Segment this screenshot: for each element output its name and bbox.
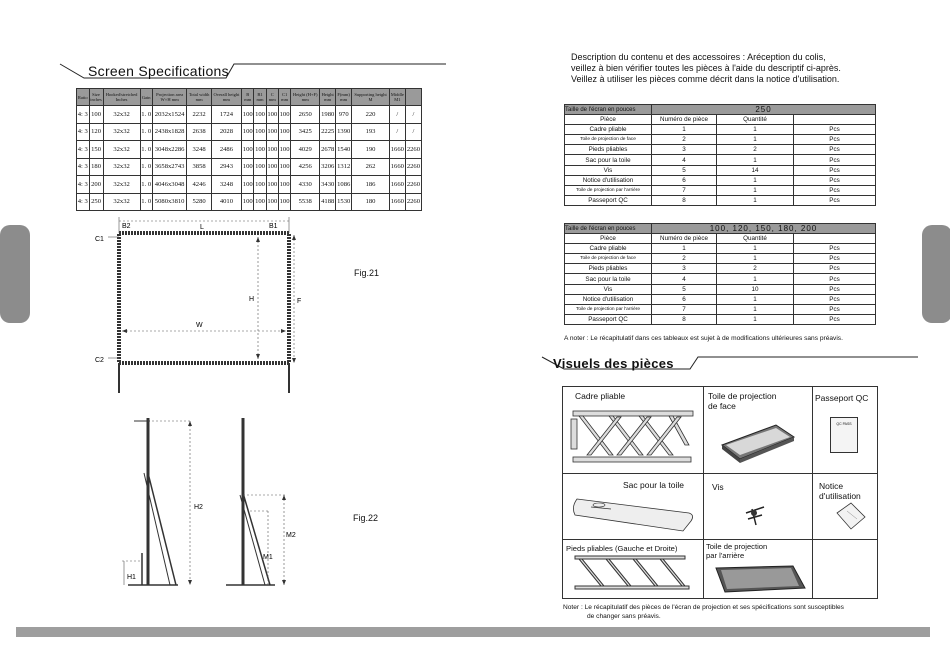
parts-cell: Pcs [794,175,876,185]
column-header: Quantité [717,115,794,125]
spec-cell: 1. 0 [140,176,152,194]
spec-cell: / [405,106,421,124]
label-passeport: Passeport QC [815,393,869,403]
parts-cell: 1 [717,125,794,135]
cell-empty [813,540,877,598]
left-edge-tab [0,225,30,323]
parts-cell: Toile de projection par l'arrière [565,185,652,195]
parts-cell: 1 [717,195,794,205]
spec-header-cell: Gain [140,89,152,106]
folded-frame-image [569,407,697,467]
spec-row [77,193,422,211]
parts-cell: Cadre pliable [565,244,652,254]
spec-cell: 193 [352,123,390,141]
parts-cell: 3 [652,145,717,155]
label-sac: Sac pour la toile [623,480,684,490]
spec-cell: 4: 3 [77,158,90,176]
fig21-diagram [86,215,326,395]
folding-legs-image [571,554,697,594]
fig22-diagram [120,413,310,593]
parts-row [565,195,876,205]
parts-cell: 10 [717,284,794,294]
parts-row [565,244,876,254]
visuals-heading: Visuels des pièces [553,356,674,371]
spec-cell: 3430 [320,176,336,194]
spec-cell: 4246 [187,176,211,194]
spec-table [76,88,422,211]
parts-cell: 1 [717,135,794,145]
spec-cell: 220 [352,106,390,124]
parts-cell: 1 [717,254,794,264]
spec-cell: 4: 3 [77,106,90,124]
parts-cell: Vis [565,284,652,294]
spec-cell: 32x32 [103,106,140,124]
spec-cell: 4188 [320,193,336,211]
spec-cell: 1660 [389,193,405,211]
spec-cell: 2260 [405,193,421,211]
spec-heading: Screen Specifications [88,63,229,79]
parts-cell: Pcs [794,254,876,264]
spec-cell: 100 [254,176,266,194]
spec-cell: 32x32 [103,176,140,194]
parts-row [565,175,876,185]
parts-cell: 8 [652,314,717,324]
spec-header-cell: Height (H+F) mm [291,89,320,106]
parts-cell: 6 [652,294,717,304]
parts-cell: Toile de projection de face [565,254,652,264]
column-header: Numéro de pièce [652,115,717,125]
label-cadre: Cadre pliable [575,391,626,401]
fig22-label: Fig.22 [353,513,379,523]
spec-cell: 100 [89,106,103,124]
fig21-f: F [297,298,302,305]
qc-card-image [830,417,858,453]
spec-cell: 2028 [211,123,241,141]
spec-cell: 2678 [320,141,336,159]
spec-cell: 3658x2743 [152,158,187,176]
description-line-1: Description du contenu et des accessoires : Aréception du colis, [571,52,826,62]
parts-cell: Pcs [794,244,876,254]
parts-cell: Pcs [794,195,876,205]
spec-cell: 1724 [211,106,241,124]
spec-cell: 1312 [336,158,352,176]
parts-title-row [565,105,876,115]
spec-cell: 1. 0 [140,141,152,159]
spec-cell: 2438x1828 [152,123,187,141]
parts-cell: Pcs [794,125,876,135]
size-value: 100, 120, 150, 180, 200 [652,224,876,234]
fig21-b2: B2 [122,223,131,230]
parts-cell: 1 [717,155,794,165]
spec-row [77,176,422,194]
spec-cell: / [405,123,421,141]
spec-cell: 3248 [211,176,241,194]
spec-cell: 2260 [405,141,421,159]
spec-cell: 5538 [291,193,320,211]
label-notice: Notice d'utilisation [819,481,861,501]
spec-cell: 100 [278,123,290,141]
parts-row [565,304,876,314]
column-header: Pièce [565,234,652,244]
spec-cell: 1660 [389,158,405,176]
parts-cell: 2 [717,264,794,274]
parts-cell: 1 [717,185,794,195]
parts-cell: 1 [717,244,794,254]
fig21-h: H [249,296,255,303]
parts-cell: 1 [652,244,717,254]
parts-row [565,185,876,195]
spec-cell: 4: 3 [77,176,90,194]
spec-cell: 1. 0 [140,158,152,176]
spec-cell: 1390 [336,123,352,141]
parts-table-250 [564,104,876,206]
label-pieds: Pieds pliables (Gauche et Droite) [566,544,678,553]
spec-header-cell: Total width mm [187,89,211,106]
spec-header-cell: C mm [266,89,278,106]
fig21-l: L [200,224,204,231]
parts-cell: 1 [717,274,794,284]
spec-cell: 100 [266,141,278,159]
spec-cell: 100 [242,193,254,211]
screws-image [738,499,778,529]
spec-cell: 100 [278,193,290,211]
spec-cell: 3858 [187,158,211,176]
label-toile-face: Toile de projection de face [708,391,777,411]
parts-cell: Toile de projection par l'arrière [565,304,652,314]
parts-cell: Toile de projection de face [565,135,652,145]
spec-header-cell: B1 mm [254,89,266,106]
spec-cell: 4: 3 [77,193,90,211]
spec-cell: 1. 0 [140,193,152,211]
parts-cell: 1 [652,125,717,135]
parts-row [565,135,876,145]
spec-header-cell: B mm [242,89,254,106]
parts-cell: Pcs [794,304,876,314]
spec-cell: 1660 [389,176,405,194]
parts-row [565,274,876,284]
spec-cell: 3206 [320,158,336,176]
spec-cell: 1660 [389,141,405,159]
spec-header-cell: Projection area W×H mm [152,89,187,106]
spec-cell: 100 [254,106,266,124]
spec-cell: 1540 [336,141,352,159]
spec-cell: 100 [242,158,254,176]
parts-cell: 1 [717,304,794,314]
spec-header-cell: Overall height mm [211,89,241,106]
parts-cell: Sac pour la toile [565,155,652,165]
spec-cell: 150 [89,141,103,159]
spec-row [77,106,422,124]
spec-cell: 3248 [187,141,211,159]
parts-cell: Pcs [794,135,876,145]
spec-cell: 100 [242,176,254,194]
spec-cell: 2225 [320,123,336,141]
parts-cell: Pcs [794,294,876,304]
parts-cell: 2 [717,145,794,155]
spec-header-cell: Ratio [77,89,90,106]
parts-cell: 4 [652,155,717,165]
spec-cell: 4: 3 [77,123,90,141]
parts-cell: 14 [717,165,794,175]
spec-cell: 2232 [187,106,211,124]
spec-cell: 5280 [187,193,211,211]
parts-table-100-200 [564,223,876,325]
spec-cell: 4330 [291,176,320,194]
spec-cell: 262 [352,158,390,176]
spec-cell: 1980 [320,106,336,124]
parts-column-header-row [565,115,876,125]
bag-image [571,485,699,535]
qc-card-text: QC PASS [836,422,852,426]
spec-cell: 4010 [211,193,241,211]
fig22-h2: H2 [194,504,203,511]
spec-cell: 2650 [291,106,320,124]
spec-cell: 32x32 [103,141,140,159]
column-header: Quantité [717,234,794,244]
parts-cell: Notice d'utilisation [565,175,652,185]
parts-cell: Pieds pliables [565,145,652,155]
parts-cell: Pcs [794,284,876,294]
spec-cell: 100 [278,141,290,159]
spec-cell: 200 [89,176,103,194]
spec-row [77,123,422,141]
rear-screen-image [713,562,807,596]
bottom-bar [16,627,930,637]
spec-cell: 1530 [336,193,352,211]
spec-cell: 250 [89,193,103,211]
spec-cell: 190 [352,141,390,159]
parts-row [565,314,876,324]
spec-row [77,158,422,176]
spec-cell: 5080x3810 [152,193,187,211]
spec-header-cell: Height mm [320,89,336,106]
spec-cell: 100 [266,193,278,211]
description-line-2: veillez à bien vérifier toutes les pièces à l'aide du descriptif ci-après. [571,63,841,73]
parts-cell: Pcs [794,264,876,274]
parts-cell: Cadre pliable [565,125,652,135]
parts-cell: 8 [652,195,717,205]
column-header: Numéro de pièce [652,234,717,244]
parts-cell: 7 [652,185,717,195]
parts-cell: 1 [717,314,794,324]
parts-cell: 6 [652,175,717,185]
fig21-w: W [196,322,203,329]
label-toile-arriere: Toile de projection par l'arrière [706,542,768,560]
spec-cell: 2032x1524 [152,106,187,124]
spec-cell: 970 [336,106,352,124]
spec-cell: 100 [254,141,266,159]
parts-cell: Pcs [794,155,876,165]
parts-cell: 4 [652,274,717,284]
parts-cell: 3 [652,264,717,274]
parts-cell: Pcs [794,185,876,195]
spec-cell: 4046x3048 [152,176,187,194]
parts-cell: Pcs [794,274,876,284]
spec-cell: 100 [266,176,278,194]
parts-cell: Passeport QC [565,314,652,324]
size-label: Taille de l'écran en pouces [565,224,652,234]
spec-cell: 4: 3 [77,141,90,159]
label-vis: Vis [712,482,724,492]
spec-cell: 180 [352,193,390,211]
parts-row [565,264,876,274]
spec-cell: 100 [254,193,266,211]
size-value: 250 [652,105,876,115]
spec-header-row [77,89,422,106]
spec-cell: 100 [278,106,290,124]
spec-header-cell: Hooked/stretched Inches [103,89,140,106]
parts-note-line-1: Noter : Le récapitulatif des pièces de l'écran de projection et ses spécifications sont susceptibles [563,604,844,611]
parts-cell: 2 [652,254,717,264]
spec-cell: 1086 [336,176,352,194]
spec-cell: 2486 [211,141,241,159]
spec-header-cell: Supporting height M [352,89,390,106]
parts-cell: Passeport QC [565,195,652,205]
spec-cell: 32x32 [103,158,140,176]
spec-cell: 2943 [211,158,241,176]
spec-cell: 32x32 [103,123,140,141]
parts-cell: 5 [652,284,717,294]
parts-cell: 5 [652,165,717,175]
front-screen-image [718,419,798,464]
spec-cell: 1. 0 [140,106,152,124]
spec-cell: 4029 [291,141,320,159]
spec-cell: 3425 [291,123,320,141]
spec-cell: 2260 [405,158,421,176]
spec-header-cell: Middle M1 [389,89,405,106]
fig21-c2: C2 [95,357,104,364]
spec-header-cell: C1 mm [278,89,290,106]
spec-cell: 100 [242,141,254,159]
fig21-b1: B1 [269,223,278,230]
spec-row [77,141,422,159]
parts-cell: 2 [652,135,717,145]
parts-cell: Notice d'utilisation [565,294,652,304]
description-line-3: Veillez à utiliser les pièces comme décrit dans la notice d'utilisation. [571,74,840,84]
parts-cell: Pcs [794,314,876,324]
size-label: Taille de l'écran en pouces [565,105,652,115]
fig22-h1: H1 [127,574,136,581]
spec-cell: 32x32 [103,193,140,211]
column-header [794,234,876,244]
parts-cell: Sac pour la toile [565,274,652,284]
spec-cell: / [389,106,405,124]
parts-cell: 7 [652,304,717,314]
spec-cell: 100 [266,158,278,176]
spec-cell: 2638 [187,123,211,141]
parts-row [565,165,876,175]
spec-cell: 180 [89,158,103,176]
parts-cell: Pieds pliables [565,264,652,274]
spec-header-cell: F(mm) mm [336,89,352,106]
spec-cell: 100 [254,158,266,176]
spec-cell: 186 [352,176,390,194]
parts-row [565,254,876,264]
spec-cell: 100 [242,123,254,141]
right-edge-tab [922,225,950,323]
parts-row [565,294,876,304]
spec-cell: 100 [266,123,278,141]
column-header [794,115,876,125]
spec-cell: 4256 [291,158,320,176]
parts-row [565,125,876,135]
parts-cell: 1 [717,175,794,185]
fig21-label: Fig.21 [354,268,380,278]
fig21-c1: C1 [95,236,104,243]
parts-row [565,145,876,155]
spec-cell: 100 [278,158,290,176]
spec-cell: 100 [254,123,266,141]
parts-cell: 1 [717,294,794,304]
spec-header-cell [405,89,421,106]
parts-cell: Pcs [794,145,876,155]
spec-cell: 120 [89,123,103,141]
parts-cell: Pcs [794,165,876,175]
spec-cell: / [389,123,405,141]
parts-note-line-2: de changer sans préavis. [587,613,661,620]
parts-row [565,284,876,294]
spec-cell: 100 [242,106,254,124]
spec-cell: 2260 [405,176,421,194]
parts-column-header-row [565,234,876,244]
parts-cell: Vis [565,165,652,175]
spec-cell: 1. 0 [140,123,152,141]
parts-visual-grid [562,386,878,599]
parts-row [565,155,876,165]
fig22-m2: M2 [286,532,296,539]
spec-cell: 3048x2286 [152,141,187,159]
column-header: Pièce [565,115,652,125]
parts-title-row [565,224,876,234]
table-note: A noter : Le récapitulatif dans ces tableaux est sujet à de modifications ultérieures sans préavis. [564,335,843,342]
fig22-m1: M1 [263,554,273,561]
spec-header-cell: Size inches [89,89,103,106]
spec-cell: 100 [266,106,278,124]
manual-image [833,499,867,533]
spec-cell: 100 [278,176,290,194]
